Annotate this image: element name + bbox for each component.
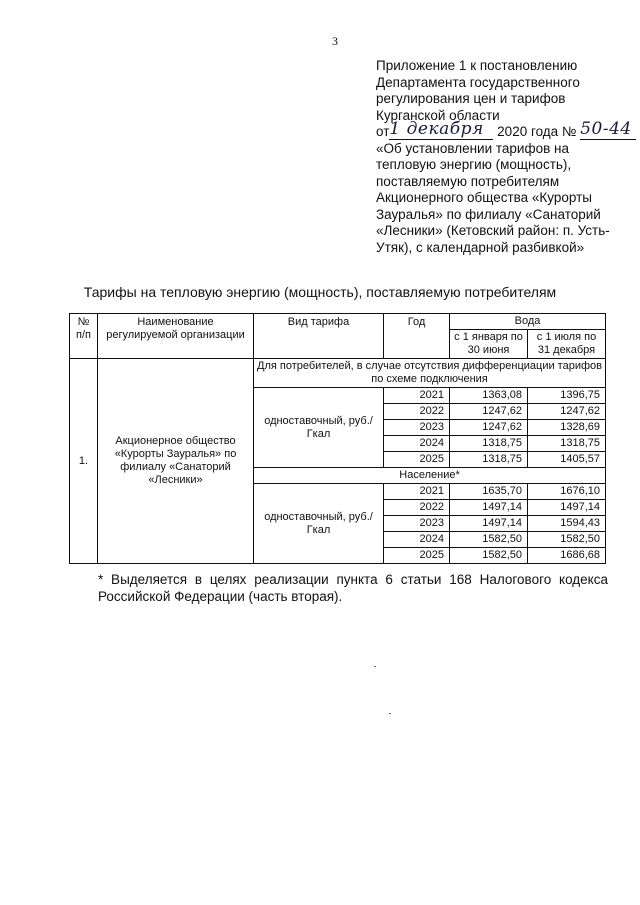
appendix-subject-line: Зауралья» по филиалу «Санаторий <box>376 206 601 222</box>
appendix-subject-line: поставляемую потребителям <box>376 173 560 189</box>
tariff-type: одноставочный, руб./Гкал <box>254 484 384 564</box>
scan-speck <box>374 666 376 667</box>
organization-name: Акционерное общество «Курорты Зауралья» по филиалу «Санаторий «Лесники» <box>98 359 254 564</box>
value-cell: 1635,70 <box>450 484 528 500</box>
appendix-line: Департамента государственного <box>376 74 580 90</box>
year-cell: 2022 <box>384 500 450 516</box>
footnote: * Выделяется в целях реализации пункта 6 статьи 168 Налогового кодекса Российской Федерации (часть вторая). <box>98 572 608 604</box>
document-title: Тарифы на тепловую энергию (мощность), поставляемую потребителям <box>83 284 557 300</box>
appendix-subject-line: Утяк), с календарной разбивкой» <box>376 239 585 255</box>
page-number: 3 <box>332 34 338 48</box>
value-cell: 1676,10 <box>528 484 606 500</box>
value-cell: 1363,08 <box>450 388 528 404</box>
value-cell: 1405,57 <box>528 452 606 468</box>
header-org: Наименование регулируемой организации <box>98 314 254 359</box>
value-cell: 1247,62 <box>450 420 528 436</box>
year-cell: 2024 <box>384 532 450 548</box>
appendix-line: Приложение 1 к постановлению <box>376 58 578 73</box>
value-cell: 1582,50 <box>450 548 528 564</box>
value-cell: 1318,75 <box>450 452 528 468</box>
appendix-date-line <box>376 119 632 141</box>
appendix-line: Курганской области <box>376 107 500 123</box>
year-cell: 2023 <box>384 420 450 436</box>
section-label: Для потребителей, в случае отсутствия дифференциации тарифов по схеме подключения <box>254 359 606 388</box>
year-cell: 2025 <box>384 548 450 564</box>
table-header-row <box>70 314 606 330</box>
year-cell: 2022 <box>384 404 450 420</box>
appendix-subject-line: «Об установлении тарифов на <box>376 140 569 156</box>
value-cell: 1686,68 <box>528 548 606 564</box>
row-number: 1. <box>70 359 98 564</box>
value-cell: 1582,50 <box>450 532 528 548</box>
tariff-type: одноставочный, руб./Гкал <box>254 388 384 468</box>
appendix-header <box>376 58 632 256</box>
header-period-2: с 1 июля по 31 декабря <box>528 330 606 359</box>
scan-speck <box>389 713 391 714</box>
value-cell: 1594,43 <box>528 516 606 532</box>
appendix-line: регулирования цен и тарифов <box>376 91 566 106</box>
appendix-subject-line: Акционерного общества «Курорты <box>376 190 593 205</box>
value-cell: 1497,14 <box>450 516 528 532</box>
date-prefix: от <box>376 124 390 139</box>
value-cell: 1247,62 <box>528 404 606 420</box>
tariffs-table <box>69 313 606 564</box>
year-cell: 2021 <box>384 484 450 500</box>
handwritten-number: 50-44 <box>580 119 632 139</box>
value-cell: 1497,14 <box>450 500 528 516</box>
year-cell: 2025 <box>384 452 450 468</box>
value-cell: 1328,69 <box>528 420 606 436</box>
value-cell: 1318,75 <box>528 436 606 452</box>
value-cell: 1247,62 <box>450 404 528 420</box>
year-cell: 2023 <box>384 516 450 532</box>
year-cell: 2024 <box>384 436 450 452</box>
value-cell: 1497,14 <box>528 500 606 516</box>
header-group-water: Вода <box>450 314 606 330</box>
value-cell: 1582,50 <box>528 532 606 548</box>
year-cell: 2021 <box>384 388 450 404</box>
appendix-subject-line: «Лесники» (Кетовский район: п. Усть- <box>376 223 610 238</box>
value-cell: 1318,75 <box>450 436 528 452</box>
header-num: № п/п <box>70 314 98 359</box>
section-label-row <box>70 359 606 388</box>
handwritten-date: 1 декабря <box>389 119 484 139</box>
value-cell: 1396,75 <box>528 388 606 404</box>
appendix-subject-line: тепловую энергию (мощность), <box>376 157 572 172</box>
header-period-1: с 1 января по 30 июня <box>450 330 528 359</box>
section-label: Население* <box>254 468 606 484</box>
header-year: Год <box>384 314 450 359</box>
header-tariff-type: Вид тарифа <box>254 314 384 359</box>
year-text: 2020 года № <box>497 124 577 139</box>
